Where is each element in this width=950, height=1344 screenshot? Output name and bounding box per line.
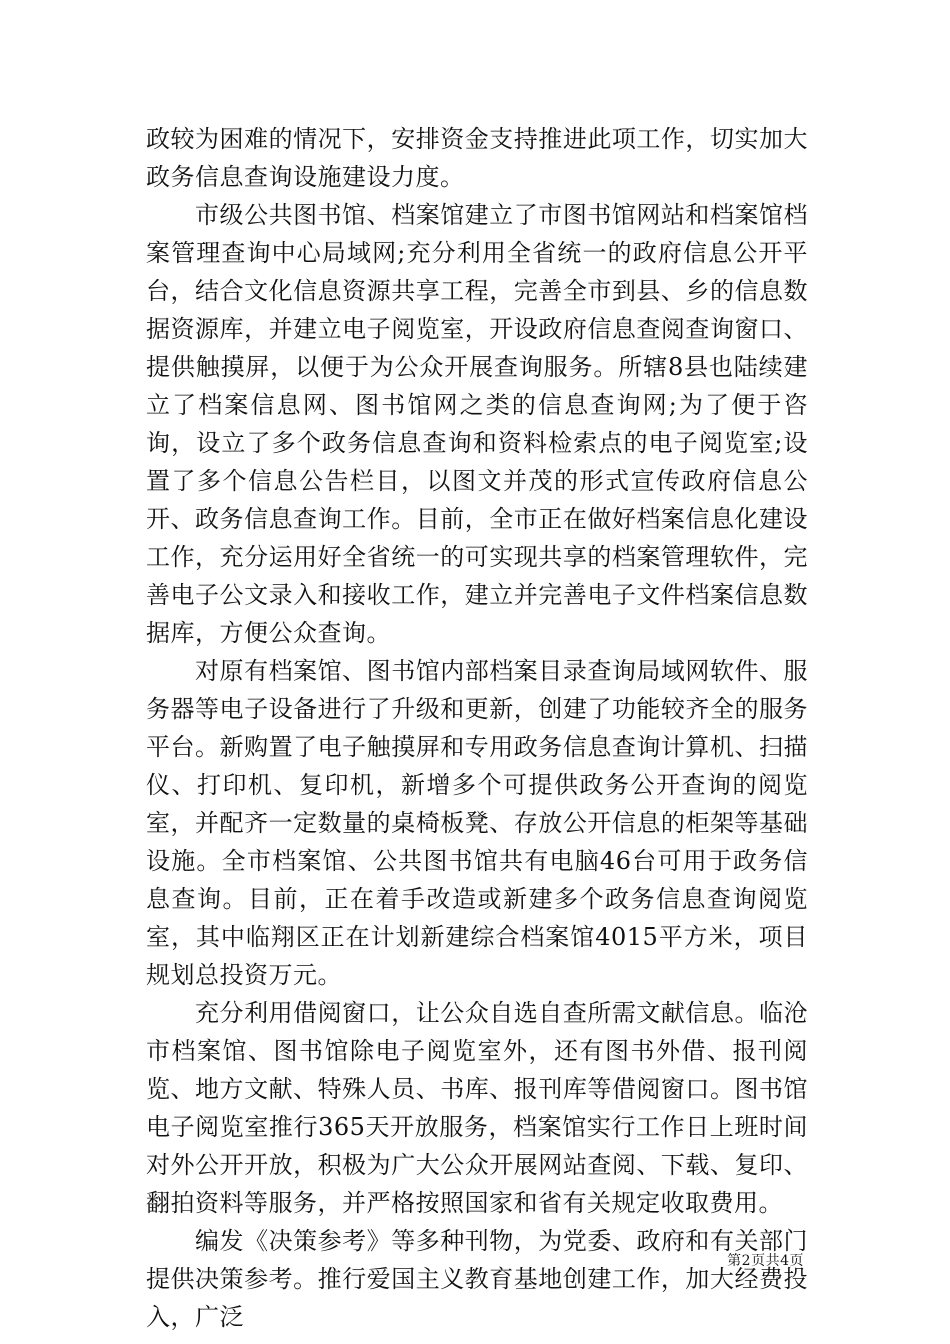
- body-text: [146, 120, 808, 1336]
- paragraph-5: 编发《决策参考》等多种刊物，为党委、政府和有关部门提供决策参考。推行爱国主义教育基地创建工作，加大经费投入，广泛: [146, 1227, 808, 1331]
- paragraph-2: 市级公共图书馆、档案馆建立了市图书馆网站和档案馆档案管理查询中心局域网;充分利用全省统一的政府信息公开平台，结合文化信息资源共享工程，完善全市到县、乡的信息数据资源库，并建立电子阅览室，开设政府信息查阅查询窗口、提供触摸屏，以便于为公众开展查询服务。所辖8县也陆续建立了档案信息网、图书馆网之类的信息查询网;为了便于咨询，设立了多个政务信息查询和资料检索点的电子阅览室;设置了多个信息公告栏目，以图文并茂的形式宣传政府信息公开、政务信息查询工作。目前，全市正在做好档案信息化建设工作，充分运用好全省统一的可实现共享的档案管理软件，完善电子公文录入和接收工作，建立并完善电子文件档案信息数据库，方便公众查询。: [146, 201, 808, 647]
- paragraph-4: 充分利用借阅窗口，让公众自选自查所需文献信息。临沧市档案馆、图书馆除电子阅览室外，还有图书外借、报刊阅览、地方文献、特殊人员、书库、报刊库等借阅窗口。图书馆电子阅览室推行365天开放服务，档案馆实行工作日上班时间对外公开开放，积极为广大公众开展网站查阅、下载、复印、翻拍资料等服务，并严格按照国家和省有关规定收取费用。: [146, 999, 808, 1217]
- paragraph-3: 对原有档案馆、图书馆内部档案目录查询局域网软件、服务器等电子设备进行了升级和更新，创建了功能较齐全的服务平台。新购置了电子触摸屏和专用政务信息查询计算机、扫描仪、打印机、复印机，新增多个可提供政务公开查询的阅览室，并配齐一定数量的桌椅板凳、存放公开信息的柜架等基础设施。全市档案馆、公共图书馆共有电脑46台可用于政务信息查询。目前，正在着手改造或新建多个政务信息查询阅览室，其中临翔区正在计划新建综合档案馆4015平方米，项目规划总投资万元。: [146, 657, 808, 989]
- paragraph-1: 政较为困难的情况下，安排资金支持推进此项工作，切实加大政务信息查询设施建设力度。: [146, 125, 808, 191]
- page-number-footer: 第2页共4页: [727, 1253, 804, 1269]
